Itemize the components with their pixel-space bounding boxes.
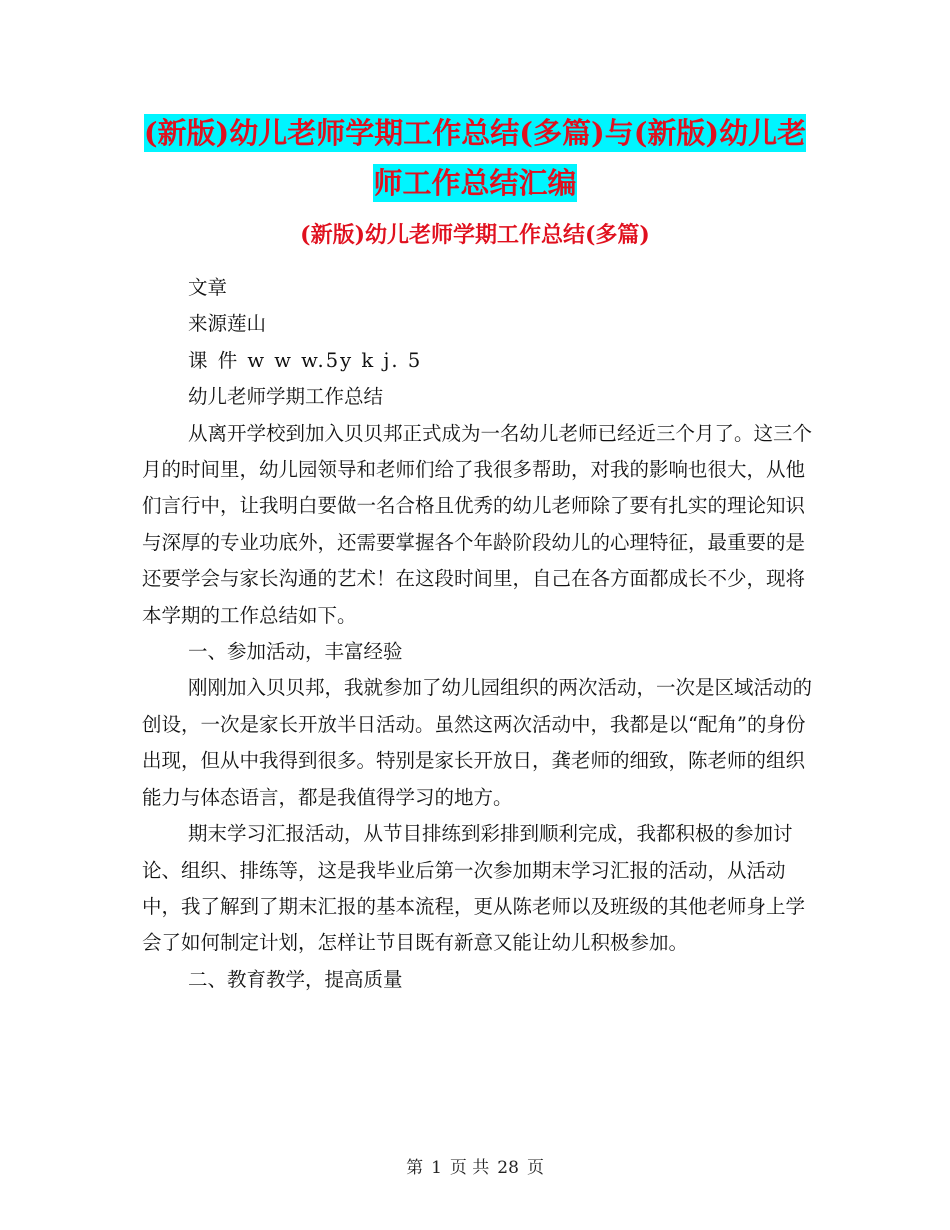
page-footer xyxy=(0,1153,950,1178)
paragraph: 从离开学校到加入贝贝邦正式成为一名幼儿老师已经近三个月了。这三个月的时间里，幼儿园领导和老师们给了我很多帮助，对我的影响也很大，从他们言行中，让我明白要做一名合格且优秀的幼儿老师除了要有扎实的理论知识与深厚的专业功底外，还需要掌握各个年龄阶段幼儿的心理特征，最重要的是还要学会与家长沟通的艺术！在这段时间里，自己在各方面都成长不少，现将本学期的工作总结如下。 xyxy=(142,421,813,627)
footer-page-number: 1 xyxy=(431,1158,442,1178)
paragraph: 刚刚加入贝贝邦，我就参加了幼儿园组织的两次活动，一次是区域活动的创设，一次是家长开放半日活动。虽然这两次活动中，我都是以“配角”的身份出现，但从中我得到很多。特别是家长开放日，龚老师的细致，陈老师的组织能力与体态语言，都是我值得学习的地方。 xyxy=(142,676,813,809)
title-line-1 xyxy=(0,108,950,158)
section-title: (新版)幼儿老师学期工作总结(多篇) xyxy=(300,222,650,248)
section-heading: 二、教育教学，提高质量 xyxy=(188,967,403,991)
footer-middle: 页 共 xyxy=(449,1158,490,1178)
footer-suffix: 页 xyxy=(526,1158,544,1178)
meta-line-heading: 幼儿老师学期工作总结 xyxy=(188,385,384,409)
document-body xyxy=(142,270,822,998)
section-heading: 一、参加活动，丰富经验 xyxy=(188,640,403,664)
title-line-1-text: (新版)幼儿老师学期工作总结(多篇)与(新版)幼儿老 xyxy=(143,116,807,150)
title-line-2-text: 师工作总结汇编 xyxy=(373,166,577,200)
meta-line-courseware: 课 件 w w w.5y k j. 5 xyxy=(188,348,423,372)
footer-prefix: 第 xyxy=(406,1158,424,1178)
paragraph: 期末学习汇报活动，从节目排练到彩排到顺利完成，我都积极的参加讨论、组织、排练等，这是我毕业后第一次参加期末学习汇报的活动，从活动中，我了解到了期末汇报的基本流程，更从陈老师以及班级的其他老师身上学会了如何制定计划，怎样让节目既有新意又能让幼儿积极参加。 xyxy=(142,822,806,955)
footer-total-pages: 28 xyxy=(497,1158,519,1178)
meta-line-article: 文章 xyxy=(188,276,228,299)
title-line-2 xyxy=(0,158,950,208)
meta-line-source: 来源莲山 xyxy=(188,312,267,336)
document-title xyxy=(0,108,950,208)
